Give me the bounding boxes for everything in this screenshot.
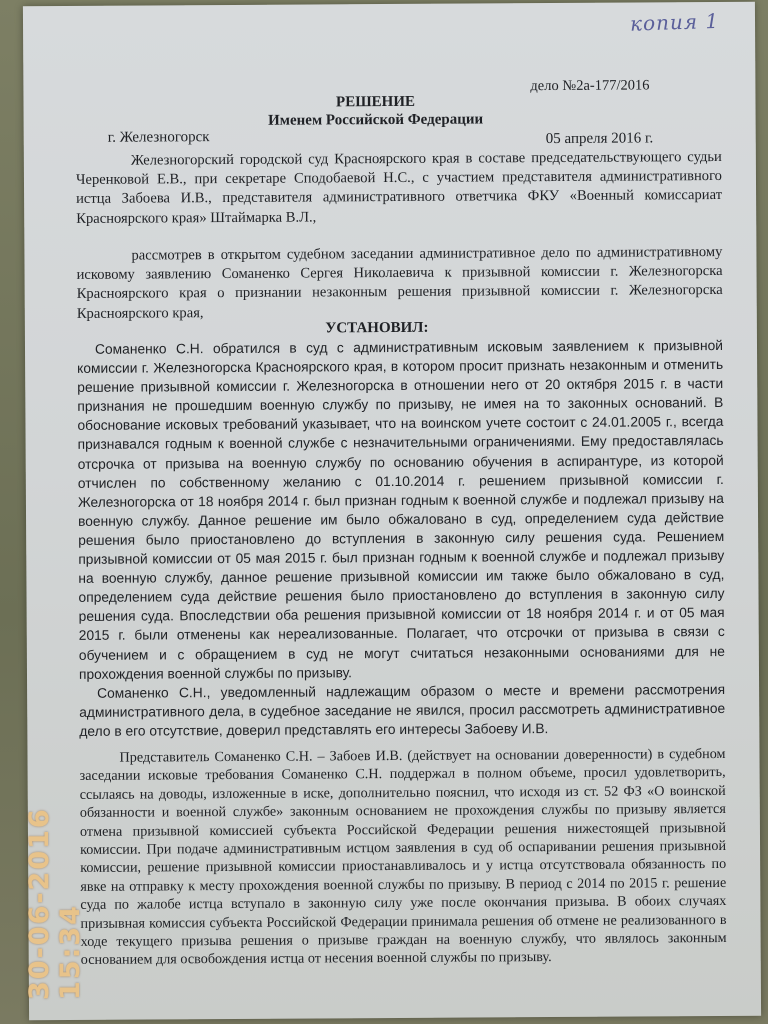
- document-title: РЕШЕНИЕ: [335, 93, 416, 111]
- paragraph-claim: Соманенко С.Н. обратился в суд с административным исковым заявлением к призывной комиссии г. Железногорска Красноярского края, в котором просит признать незаконным и отменить решение призывной комиссии г. Железногорска в отношении него от 20 октября 2015 г. в части признания не прошедшим военную службу по призыву, не имея на то законных оснований. В обоснование исковых требований указывает, что на воинском учете состоит с 24.01.2005 г., всегда признавался годным к военной службе с незначительными ограничениями. Ему предоставлялась отсрочка от призыва на военную службу по основанию обучения в аспирантуре, из которой отчислен по собственному желанию с 01.10.2014 г. решением призывной комиссии г. Железногорска от 18 ноября 2014 г. был признан годным к военной службе и подлежал призыву на военную службу. Данное решение им было обжаловано в суд, определением суда действие решения было приостановлено до вступления в законную силу решения суда. Решением призывной комиссии от 05 мая 2015 г. был признан годным к военной службе и подлежал призыву на военную службу, данное решение призывной комиссии им также было обжаловано в суд, определением суда действие решения было приостановлено до вступления в законную силу решения суда. Впоследствии оба решения призывной комиссии от 18 ноября 2014 г. и от 05 мая 2015 г. были отменены как нереализованные. Полагает, что отсрочки от призыва в связи с обучением и с обращением в суд не могут считаться незаконными основаниями для не прохождения военной службы по призыву.: [77, 337, 725, 682]
- court-city: г. Железногорск: [107, 129, 210, 146]
- case-number: дело №2а-177/2016: [530, 77, 650, 95]
- document-subtitle: Именем Российской Федерации: [268, 111, 484, 129]
- decision-date: 05 апреля 2016 г.: [545, 130, 654, 148]
- copy-stamp: копия 1: [629, 8, 720, 36]
- considered-paragraph: рассмотрев в открытом судебном заседании административное дело по административному исковому заявлению Соманенко Сергея Николаевича к призывной комиссии г. Железногорска Красноярского края о признании незаконным решения призывной комиссии г. Железногорска Красноярского края,: [76, 243, 723, 322]
- paragraph-representative: Представитель Соманенко С.Н. – Забоев И.В. (действует на основании доверенности) в судебном заседании исковые требования Соманенко С.Н. поддержал в полном объеме, просил удовлетворить, ссылаясь на доводы, изложенные в иске, дополнительно пояснил, что исходя из ст. 52 ФЗ «О воинской обязанности и военной службе» законным основанием не прохождения службы по призыву является отмена призывной комиссией субъекта Российской Федерации решения нижестоящей призывной комиссии. При подаче административным истцом заявления в суд об оспаривании решения призывной комиссии, решение призывной комиссии приостанавливалось и у истца отсутствовала обязанность по явке на отправку к месту прохождения военной службы по призыву. В период с 2014 по 2015 г. решение суда по жалобе истца вступало в законную силу уже после окончания призыва. В обоих случаях призывная комиссия субъекта Российской Федерации принимала решения об отмене не реализованного в ходе текущего призыва решения о призыве граждан на военную службу, что являлось законным основанием для освобождения истца от несения военной службы по призыву.: [79, 745, 727, 969]
- intro-paragraph: Железногорский городской суд Красноярского края в составе председательствующего судьи Черенковой Е.В., при секретаре Сподобаевой Н.С., с участием представителя административного истца Забоева И.В., представителя административного ответчика ФКУ «Военный комиссариат Красноярского края» Штаймарка В.Л.,: [75, 148, 723, 227]
- paragraph-absence: Соманенко С.Н., уведомленный надлежащим образом о месте и времени рассмотрения административного дела, в судебное заседание не явился, просил рассмотреть административное дело в его отсутствие, доверил представлять его интересы Забоеву И.В.: [79, 681, 726, 740]
- section-title: УСТАНОВИЛ:: [325, 319, 429, 337]
- paper-sheet: [23, 2, 761, 1020]
- camera-timestamp: 30-06-2016 15:34: [24, 807, 86, 1000]
